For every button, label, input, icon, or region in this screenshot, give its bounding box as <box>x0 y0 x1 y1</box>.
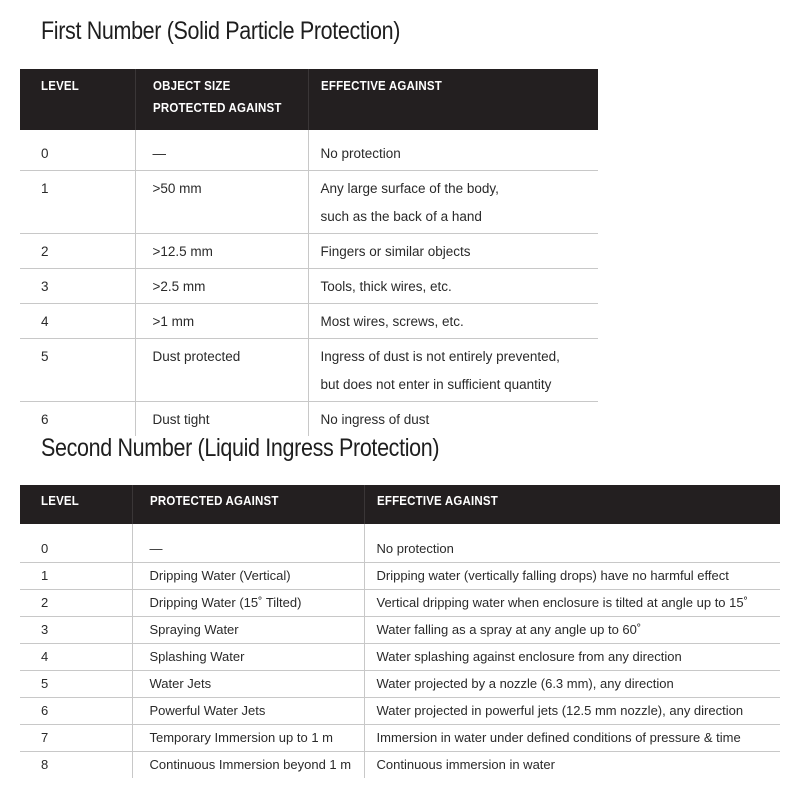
protected-against-cell: — <box>132 524 364 563</box>
header-object-size <box>135 69 308 130</box>
protected-against-cell: Dripping Water (15˚ Tilted) <box>132 590 364 617</box>
level-cell: 5 <box>20 339 135 402</box>
protected-against-cell: Continuous Immersion beyond 1 m <box>132 752 364 779</box>
level-cell: 8 <box>41 757 49 772</box>
header-object-size-line1: OBJECT SIZE <box>152 79 230 93</box>
effective-against-cell: Water projected by a nozzle (6.3 mm), any direction <box>364 671 780 698</box>
level-cell: 4 <box>20 644 132 671</box>
table-header-row <box>20 485 780 524</box>
table-row <box>20 304 598 339</box>
effective-line-1: Most wires, screws, etc. <box>320 314 464 329</box>
header-object-size-line2: PROTECTED AGAINST <box>152 101 282 115</box>
liquid-ingress-table <box>20 485 780 778</box>
effective-against-cell <box>308 402 598 437</box>
effective-against-cell <box>308 234 598 269</box>
effective-against-cell: Water splashing against enclosure from any direction <box>364 644 780 671</box>
level-cell: 3 <box>20 269 135 304</box>
effective-against-cell <box>308 269 598 304</box>
level-cell: 4 <box>20 304 135 339</box>
header-level: LEVEL <box>20 485 132 524</box>
level-cell: 3 <box>20 617 132 644</box>
protected-against-cell: Dripping Water (Vertical) <box>132 563 364 590</box>
level-cell: 2 <box>20 234 135 269</box>
protected-against-cell: Water Jets <box>132 671 364 698</box>
table-row <box>20 590 780 617</box>
protected-against-cell: Temporary Immersion up to 1 m <box>132 725 364 752</box>
table-row <box>20 563 780 590</box>
object-size-cell: >12.5 mm <box>135 234 308 269</box>
object-size-cell: >2.5 mm <box>135 269 308 304</box>
table-header-row <box>20 69 598 130</box>
level-cell: 1 <box>20 563 132 590</box>
object-size-cell: >50 mm <box>135 171 308 234</box>
effective-line-1: Ingress of dust is not entirely prevented, <box>320 349 560 364</box>
object-size-cell: — <box>135 130 308 171</box>
table-row <box>20 752 780 779</box>
effective-against-cell <box>308 339 598 402</box>
first-number-title: First Number (Solid Particle Protection) <box>41 17 401 45</box>
effective-against-cell: Water projected in powerful jets (12.5 mm nozzle), any direction <box>364 698 780 725</box>
effective-line-1: Tools, thick wires, etc. <box>320 279 452 294</box>
level-cell: 0 <box>20 524 132 563</box>
header-protected-against: PROTECTED AGAINST <box>132 485 364 524</box>
table-row <box>20 402 598 437</box>
effective-against-cell: Vertical dripping water when enclosure is tilted at angle up to 15˚ <box>364 590 780 617</box>
table-row <box>20 644 780 671</box>
protected-against-cell: Splashing Water <box>132 644 364 671</box>
effective-against-cell <box>308 304 598 339</box>
object-size-cell: Dust tight <box>135 402 308 437</box>
effective-line-1: No protection <box>320 146 401 161</box>
level-cell: 0 <box>20 130 135 171</box>
effective-line-1: Fingers or similar objects <box>320 244 471 259</box>
effective-line-2: but does not enter in sufficient quantity <box>320 377 552 392</box>
effective-line-1: No ingress of dust <box>320 412 430 427</box>
effective-against-cell: No protection <box>364 524 780 563</box>
level-cell: 6 <box>20 698 132 725</box>
level-cell: 6 <box>41 412 49 427</box>
header-level: LEVEL <box>20 69 135 130</box>
solid-particle-table <box>20 69 598 436</box>
table-row <box>20 617 780 644</box>
level-cell: 2 <box>20 590 132 617</box>
effective-against-cell: Dripping water (vertically falling drops) have no harmful effect <box>364 563 780 590</box>
effective-line-2: such as the back of a hand <box>320 209 482 224</box>
effective-against-cell: Immersion in water under defined conditions of pressure & time <box>364 725 780 752</box>
header-effective-against: EFFECTIVE AGAINST <box>308 69 598 130</box>
table-row <box>20 269 598 304</box>
level-cell: 5 <box>20 671 132 698</box>
object-size-cell: Dust protected <box>135 339 308 402</box>
effective-against-cell <box>308 130 598 171</box>
table-row <box>20 234 598 269</box>
table-row <box>20 171 598 234</box>
effective-against-cell <box>308 171 598 234</box>
protected-against-cell: Powerful Water Jets <box>132 698 364 725</box>
table-row <box>20 698 780 725</box>
header-effective-against: EFFECTIVE AGAINST <box>364 485 780 524</box>
level-cell: 1 <box>20 171 135 234</box>
table-row <box>20 524 780 563</box>
level-cell: 7 <box>20 725 132 752</box>
protected-against-cell: Spraying Water <box>132 617 364 644</box>
second-number-title: Second Number (Liquid Ingress Protection) <box>41 434 440 462</box>
table-row <box>20 339 598 402</box>
table-row <box>20 725 780 752</box>
effective-line-1: Any large surface of the body, <box>320 181 499 196</box>
table-row <box>20 671 780 698</box>
effective-against-cell: Continuous immersion in water <box>364 752 780 779</box>
object-size-cell: >1 mm <box>135 304 308 339</box>
table-row <box>20 130 598 171</box>
effective-against-cell: Water falling as a spray at any angle up to 60˚ <box>364 617 780 644</box>
